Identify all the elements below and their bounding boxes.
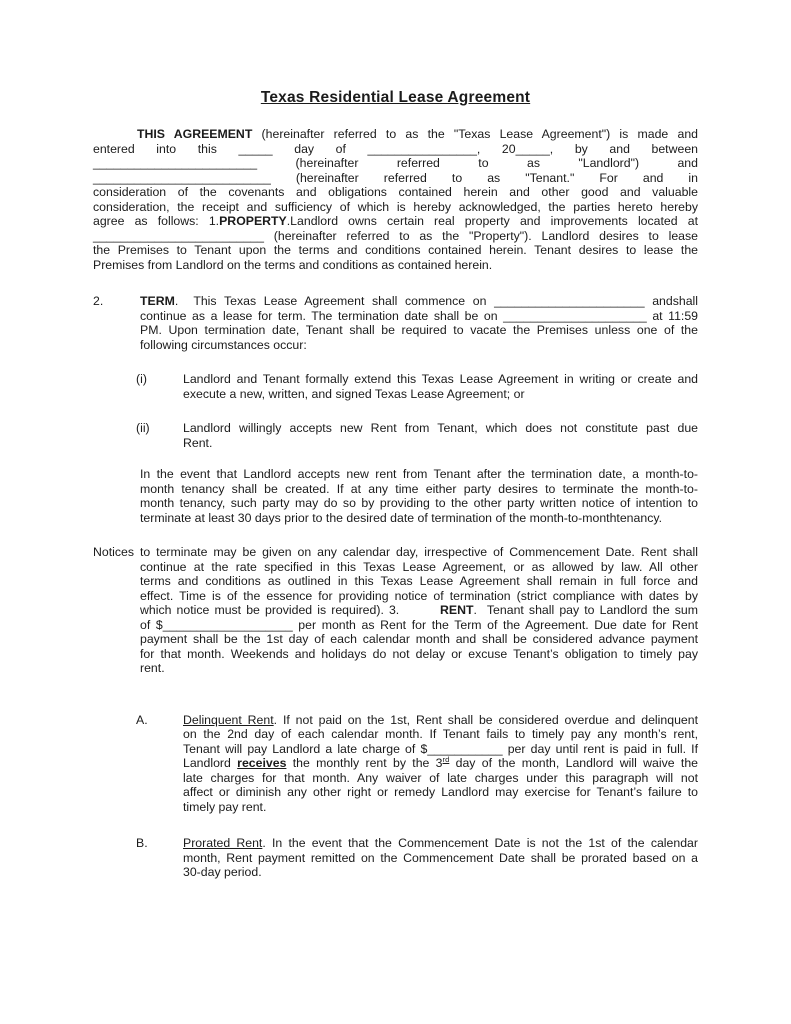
term-clause-i-text <box>183 372 698 401</box>
text-line: entered into this _____ day of ________________, 20_____, by and between <box>93 141 698 156</box>
rent-clause-a-text <box>183 713 698 815</box>
term-clause-ii-text <box>183 421 698 450</box>
text-line: month tenancy, such party may do so by providing to the other party written notice of intention to <box>140 496 698 510</box>
text-line: the Premises to Tenant upon the terms and conditions contained herein. Tenant desires to lease the <box>93 243 698 257</box>
text-line: for that month. Weekends and holidays do not delay or excuse Tenant’s obligation to timely pay <box>140 646 698 661</box>
text-line: __________________________ (hereinafter referred to as "Tenant." For and in <box>93 170 698 185</box>
text-line: late charges for that month. Any waiver of late charges under this paragraph will not <box>183 770 698 785</box>
text-line: month tenancy shall be created. If at any time either party desires to terminate the month-to- <box>140 481 698 496</box>
text-line: timely pay rent. <box>183 799 267 814</box>
term-clause-ii-label: (ii) <box>136 421 150 435</box>
text-line: consideration, the receipt and sufficiency of which is hereby acknowledged, the parties hereto hereby <box>93 199 698 214</box>
text-line: PM. Upon termination date, Tenant shall be required to vacate the Premises unless one of the <box>140 323 698 337</box>
text-line: terminate at least 30 days prior to the desired date of termination of the month-to-monthtenancy. <box>140 510 662 525</box>
text-line: Delinquent Rent. If not paid on the 1st, Rent shall be considered overdue and delinquent <box>183 712 698 727</box>
text-line: of $___________________ per month as Rent for the Term of the Agreement. Due date for Rent <box>140 617 698 632</box>
text-line: execute a new, written, and signed Texas Lease Agreement; or <box>183 386 525 401</box>
holdover-paragraph <box>140 467 698 525</box>
rent-clause-b-label: B. <box>136 836 148 850</box>
text-line: affect or diminish any other right or remedy Landlord may exercise for Tenant’s failure to <box>183 785 698 799</box>
text-line: Prorated Rent. In the event that the Commencement Date is not the 1st of the calendar <box>183 836 698 850</box>
text-line: Premises from Landlord on the terms and conditions as contained herein. <box>93 257 493 272</box>
text-line: Notices to terminate may be given on any calendar day, irrespective of Commencement Date. Rent shall <box>93 545 698 559</box>
text-line: terms and conditions as outlined in this Texas Lease Agreement shall remain in full force and <box>140 574 698 588</box>
text-line: agree as follows: 1.PROPERTY.Landlord owns certain real property and improvements located at <box>93 214 698 228</box>
section-term-number: 2. <box>93 294 104 308</box>
intro-paragraph <box>93 127 698 272</box>
rent-clause-b-text <box>183 836 698 880</box>
term-clause-ii <box>136 421 698 450</box>
text-line: Landlord and Tenant formally extend this Texas Lease Agreement in writing or create and <box>183 372 698 386</box>
text-line: month, Rent payment remitted on the Commencement Date shall be prorated based on a <box>183 850 698 865</box>
section-term <box>93 294 698 352</box>
text-line: Landlord willingly accepts new Rent from Tenant, which does not constitute past due <box>183 421 698 435</box>
notices-rent-paragraph <box>93 545 698 676</box>
document-content <box>93 88 698 880</box>
text-line: following circumstances occur: <box>140 337 307 352</box>
text-line: TERM. This Texas Lease Agreement shall commence on ______________________ andshall <box>140 294 698 308</box>
text-line: rent. <box>140 661 165 675</box>
text-line: THIS AGREEMENT (hereinafter referred to as the "Texas Lease Agreement") is made and <box>137 127 698 141</box>
text-line: ________________________ (hereinafter referred to as "Landlord") and <box>93 156 698 170</box>
text-line: which notice must be provided is required). 3. RENT. Tenant shall pay to Landlord the sum <box>140 603 698 617</box>
text-line: Rent. <box>183 435 213 450</box>
text-line: Landlord receives the monthly rent by the 3rd day of the month, Landlord will waive the <box>183 754 699 770</box>
text-line: Tenant will pay Landlord a late charge of $___________ per day until rent is paid in full. If <box>183 741 698 756</box>
section-term-text <box>140 294 698 352</box>
term-clause-i <box>136 372 698 401</box>
text-line: on the 2nd day of each calendar month. If Tenant fails to timely pay any month’s rent, <box>183 727 698 741</box>
text-line: effect. Time is of the essence for providing notice of termination (strict compliance with dates by <box>140 588 698 603</box>
text-line: _________________________ (hereinafter referred to as the "Property"). Landlord desires to lease <box>93 228 698 243</box>
text-line: continue at the rate specified in this Texas Lease Agreement, or as allowed by law. All other <box>140 559 698 574</box>
text-line: payment shall be the 1st day of each calendar month and shall be considered advance payment <box>140 632 698 646</box>
text-line: continue as a lease for term. The termination date shall be on _____________________ at 11:59 <box>140 308 698 323</box>
term-clause-i-label: (i) <box>136 372 147 386</box>
rent-clause-a-label: A. <box>136 712 148 727</box>
document-title: Texas Residential Lease Agreement <box>260 89 531 106</box>
rent-clause-b-prorated <box>136 836 698 880</box>
text-line: 30-day period. <box>183 865 262 879</box>
rent-clause-a-delinquent <box>136 713 698 815</box>
text-line: In the event that Landlord accepts new rent from Tenant after the termination date, a month-to- <box>140 467 698 481</box>
text-line: consideration of the covenants and obligations contained herein and other good and valuable <box>93 185 698 199</box>
